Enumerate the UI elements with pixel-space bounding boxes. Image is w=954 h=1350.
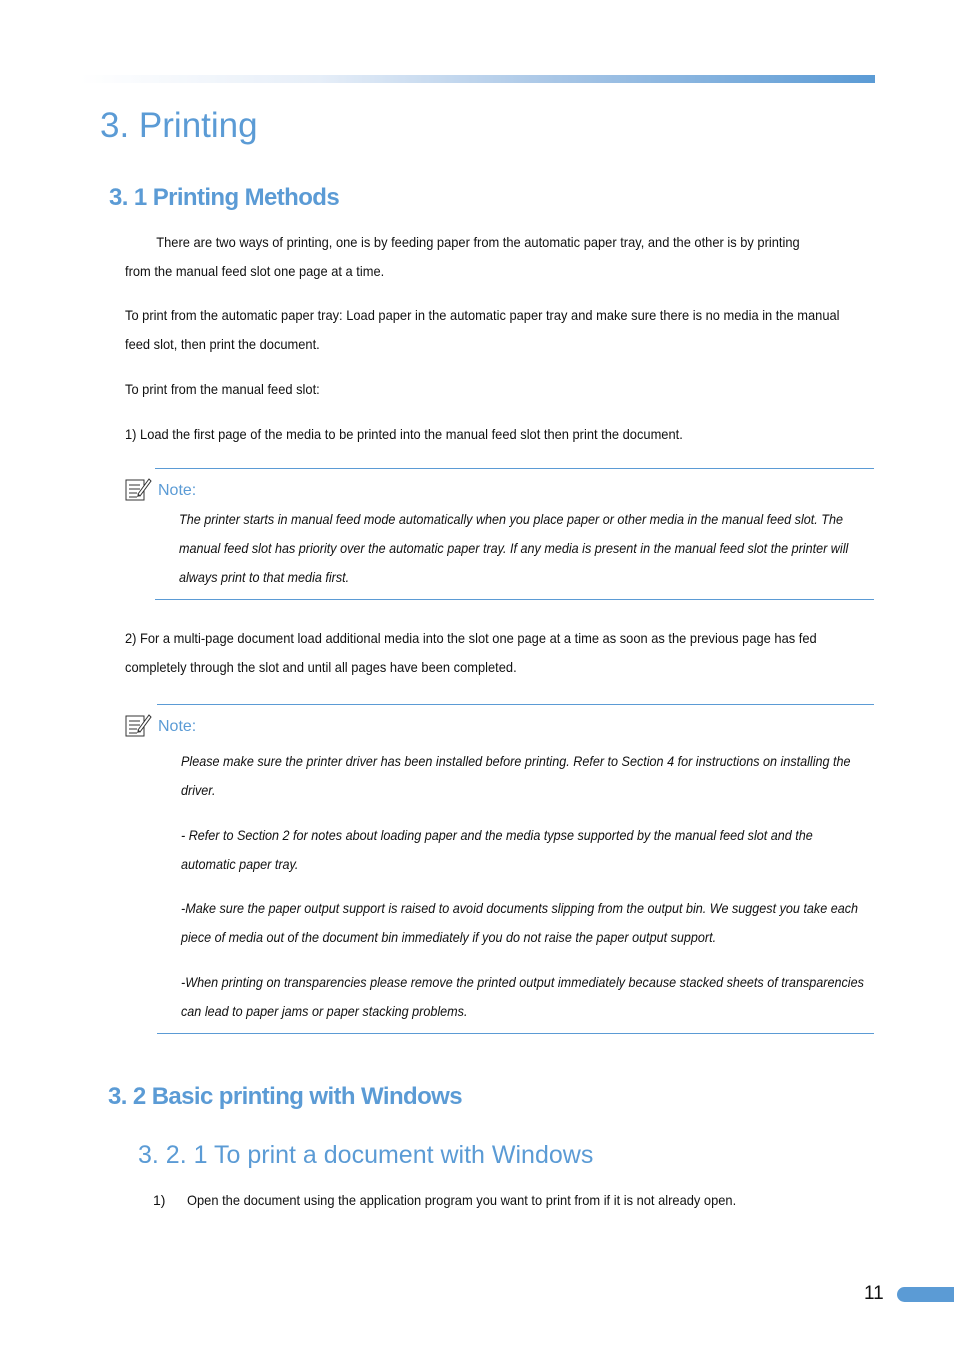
note-2-item-output-support: -Make sure the paper output support is raised to avoid documents slipping from the output bin. We suggest you take each piece of media out of the document bin immediately if you do not raise the paper output support. [181,900,859,945]
step-1-paragraph: 1) Load the first page of the media to be printed into the manual feed slot then print the document. [125,426,683,442]
note-2-item-transparencies: -When printing on transparencies please remove the printed output immediately because stacked sheets of transparencies can lead to paper jams or paper stacking problems. [181,974,864,1019]
note-2-header [125,712,196,737]
windows-step-1-number: 1) [153,1192,166,1208]
header-gradient-bar [80,75,875,83]
auto-tray-paragraph: To print from the automatic paper tray: Load paper in the automatic paper tray and make sure there is no media in the manual feed slot, then print the document. [125,307,840,352]
step-2-paragraph: 2) For a multi-page document load additional media into the slot one page at a time as soon as the previous page has fed completely through the slot and until all pages have been completed. [125,630,817,675]
chapter-title: 3. Printing [100,106,258,145]
note-2-label: Note: [158,718,197,735]
note-pencil-icon [125,476,152,501]
intro-paragraph: There are two ways of printing, one is by feeding paper from the automatic paper tray, and the other is by printing from the manual feed slot one page at a time. [125,234,800,279]
section-heading-printing-methods: 3. 1 Printing Methods [109,184,340,211]
note-2-item-media: - Refer to Section 2 for notes about loading paper and the media typse supported by the manual feed slot and the automatic paper tray. [181,827,813,872]
page-number-tab [897,1287,954,1302]
note-1-label: Note: [158,482,197,499]
subsection-heading-print-document: 3. 2. 1 To print a document with Windows [138,1141,594,1169]
note-2-top-rule [157,704,874,705]
note-1-text: The printer starts in manual feed mode automatically when you place paper or other media in the manual feed slot. The manual feed slot has priority over the automatic paper tray. If any media is present in the manual feed slot the printer will always print to that media first. [179,511,849,585]
note-pencil-icon [125,712,152,737]
manual-intro-paragraph: To print from the manual feed slot: [125,381,320,397]
page-number: 11 [864,1283,884,1304]
windows-step-1-text: Open the document using the application program you want to print from if it is not already open. [187,1192,737,1208]
note-1-bottom-rule [155,599,874,600]
section-heading-basic-printing: 3. 2 Basic printing with Windows [108,1083,462,1110]
note-2-bottom-rule [157,1033,874,1034]
note-1-header [125,476,196,501]
note-1-top-rule [155,468,874,469]
note-2-item-driver: Please make sure the printer driver has been installed before printing. Refer to Section 4 for instructions on installing the driver. [181,753,851,798]
